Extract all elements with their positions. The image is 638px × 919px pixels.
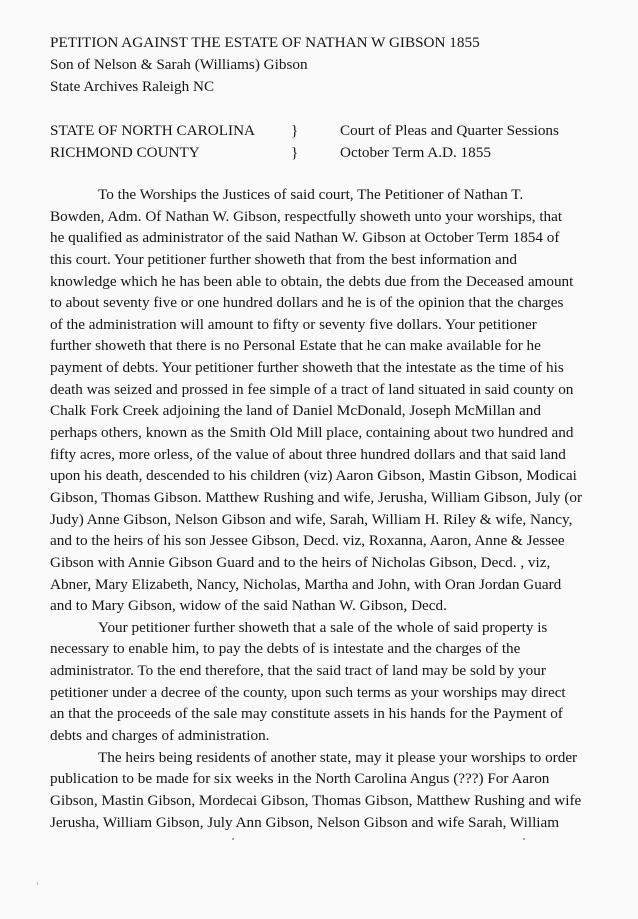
body-line: upon his death, descended to his children (viz) Aaron Gibson, Mastin Gibson, Modicai: [50, 467, 577, 485]
body-line: to about seventy five or one hundred dollars and he is of the opinion that the charges: [50, 294, 564, 312]
document-subtitle: Son of Nelson & Sarah (Williams) Gibson: [50, 56, 308, 73]
body-line: petitioner under a decree of the county, upon such terms as your worships may direct: [50, 683, 566, 701]
body-line: debts and charges of administration.: [50, 727, 270, 745]
body-line: necessary to enable him, to pay the debts of is intestate and the charges of the: [50, 640, 521, 658]
body-line: Bowden, Adm. Of Nathan W. Gibson, respectfully showeth unto your worships, that: [50, 207, 563, 225]
body-line: of the administration will amount to fifty or seventy five dollars. Your petitioner: [50, 315, 537, 333]
caption-court: Court of Pleas and Quarter Sessions: [340, 122, 559, 139]
body-line: death was seized and prossed in fee simple of a tract of land situated in said county on: [50, 380, 574, 398]
body-line: and to Mary Gibson, widow of the said Nathan W. Gibson, Decd.: [50, 597, 447, 615]
petition-body: [50, 184, 610, 833]
body-line: Gibson, Mastin Gibson, Mordecai Gibson, Thomas Gibson, Matthew Rushing and wife: [50, 791, 582, 809]
body-line: Judy) Anne Gibson, Nelson Gibson and wife, Sarah, William H. Riley & wife, Nancy,: [50, 510, 573, 528]
body-line: and to the heirs of his son Jessee Gibson, Decd. viz, Roxanna, Aaron, Anne & Jessee: [50, 532, 565, 550]
body-line: this court. Your petitioner further showeth that from the best information and: [50, 250, 517, 268]
body-line: Jerusha, William Gibson, July Ann Gibson, Nelson Gibson and wife Sarah, William: [50, 813, 560, 831]
body-line: fifty acres, more orless, of the value of about three hundred dollars and that said land: [50, 445, 566, 463]
scan-speck: [37, 882, 38, 885]
body-line: he qualified as administrator of the said Nathan W. Gibson at October Term 1854 of: [50, 229, 560, 247]
scan-speck: [232, 838, 234, 840]
body-line: publication to be made for six weeks in the North Carolina Angus (???) For Aaron: [50, 770, 550, 788]
body-line: an that the proceeds of the sale may constitute assets in his hands for the Payment of: [50, 705, 563, 723]
caption-brace: }: [291, 144, 299, 161]
caption-state: STATE OF NORTH CAROLINA: [50, 122, 256, 139]
body-line: Your petitioner further showeth that a sale of the whole of said property is: [98, 618, 548, 636]
caption-brace: }: [291, 122, 299, 139]
body-line: payment of debts. Your petitioner further showeth that the intestate as the time of his: [50, 359, 564, 377]
body-line: The heirs being residents of another state, may it please your worships to order: [98, 748, 578, 766]
document-header: [50, 32, 480, 98]
document-title: PETITION AGAINST THE ESTATE OF NATHAN W GIBSON 1855: [50, 34, 480, 51]
caption-term: October Term A.D. 1855: [340, 144, 491, 161]
body-line: Abner, Mary Elizabeth, Nancy, Nicholas, Martha and John, with Oran Jordan Guard: [50, 575, 562, 593]
caption-county: RICHMOND COUNTY: [50, 144, 200, 161]
body-line: Gibson, Thomas Gibson. Matthew Rushing and wife, Jerusha, William Gibson, July (or: [50, 488, 583, 506]
body-line: Gibson with Annie Gibson Guard and to the heirs of Nicholas Gibson, Decd. , viz,: [50, 553, 551, 571]
document-source: State Archives Raleigh NC: [50, 78, 215, 95]
body-line: administrator. To the end therefore, that the said tract of land may be sold by your: [50, 662, 546, 680]
body-line: further showeth that there is no Personal Estate that he can make available for he: [50, 337, 541, 355]
body-line: perhaps others, known as the Smith Old Mill place, containing about two hundred and: [50, 424, 574, 442]
body-line: knowledge which he has been able to obtain, the debts due from the Deceased amount: [50, 272, 574, 290]
body-line: To the Worships the Justices of said court, The Petitioner of Nathan T.: [98, 186, 524, 203]
body-line: Chalk Fork Creek adjoining the land of Daniel McDonald, Joseph McMillan and: [50, 402, 541, 420]
scan-speck: [523, 838, 525, 840]
